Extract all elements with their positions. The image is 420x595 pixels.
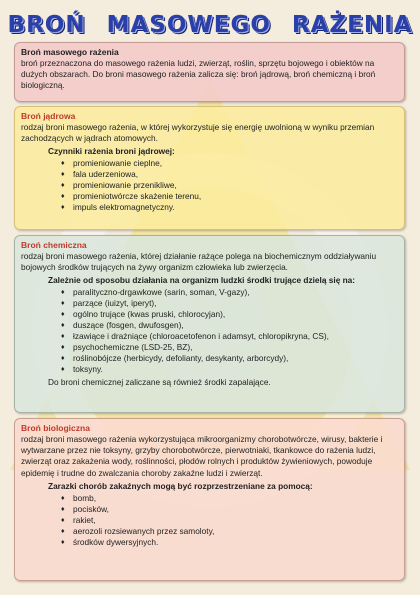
section-chemical xyxy=(14,235,405,413)
list-item: ♦ promieniowanie przenikliwe, xyxy=(61,180,398,191)
list-item: ♦ promieniowanie cieplne, xyxy=(61,158,398,169)
list-item: ♦ paralityczno-drgawkowe (sarin, soman, V-gazy), xyxy=(61,287,398,298)
list-item: ♦ aerozoli rozsiewanych przez samoloty, xyxy=(61,526,398,537)
section-description: broń przeznaczona do masowego rażenia ludzi, zwierząt, roślin, sprzętu bojowego i obiektów na dużych obszarach. Do broni masowego rażenia zalicza się: broń jądrową, broń chemiczną i broń biologiczną. xyxy=(21,58,376,91)
section-note: Do broni chemicznej zaliczane są również środki zapalające. xyxy=(48,377,271,388)
list-item: ♦ duszące (fosgen, dwufosgen), xyxy=(61,320,398,331)
list-item: ♦ toksyny. xyxy=(61,364,398,375)
section-biological xyxy=(14,418,405,581)
chemical-agents-list xyxy=(21,287,398,375)
list-item: ♦ środków dywersyjnych. xyxy=(61,537,398,548)
section-title: Broń jądrowa xyxy=(21,111,76,121)
list-item: ♦ fala uderzeniowa, xyxy=(61,169,398,180)
list-item: ♦ łzawiące i drażniące (chloroacetofenon i adamsyt, chloropikryna, CS), xyxy=(61,331,398,342)
list-item: ♦ bomb, xyxy=(61,493,398,504)
section-description: rodzaj broni masowego rażenia, której działanie rażące polega na biochemicznym oddziaływaniu bojowych środków trujących na żywy organizm człowieka lub zwierzęcia. xyxy=(21,251,377,273)
list-item: ♦ rakiet, xyxy=(61,515,398,526)
page-title: BROŃ MASOWEGO RAŻENIA xyxy=(7,12,413,38)
section-title: Broń chemiczna xyxy=(21,240,87,250)
list-item: ♦ promieniotwórcze skażenie terenu, xyxy=(61,191,398,202)
nuclear-factors-list xyxy=(21,158,398,213)
section-title: Broń masowego rażenia xyxy=(21,47,119,57)
section-nuclear xyxy=(14,106,405,230)
section-wmd xyxy=(14,42,405,102)
list-item: ♦ parzące (iuizyt, iperyt), xyxy=(61,298,398,309)
list-item: ♦ pocisków, xyxy=(61,504,398,515)
section-subheading: Zależnie od sposobu działania na organizm ludzki środki trujące dzielą się na: xyxy=(48,275,356,286)
section-title: Broń biologiczna xyxy=(21,423,90,433)
section-subheading: Zarazki chorób zakaźnych mogą być rozprzestrzeniane za pomocą: xyxy=(48,480,313,491)
biological-delivery-list xyxy=(21,493,398,548)
section-description: rodzaj broni masowego rażenia wykorzystująca mikroorganizmy chorobotwórcze, wirusy, bakterie i wytwarzane przez nie toksyny, grzyby chorobotwórcze, pierwotniaki, tkankowce do rażenia ludzi, zwierząt oraz zakażenia wody, roślinności, płodów rolnych i produktów żywieniowych, powoduje epidemię i trudne do zwalczania choroby zakaźne ludzi i zwierząt. xyxy=(21,434,383,478)
list-item: ♦ ogólno trujące (kwas pruski, chlorocyjan), xyxy=(61,309,398,320)
section-description: rodzaj broni masowego rażenia, w której wykorzystuje się energię uwolnioną w wyniku przemian zachodzących w jądrach atomowych. xyxy=(21,122,375,144)
section-subheading: Czynniki rażenia broni jądrowej: xyxy=(48,146,175,157)
list-item: ♦ roślinobójcze (herbicydy, defolianty, desykanty, arborcydy), xyxy=(61,353,398,364)
list-item: ♦ psychochemiczne (LSD-25, BZ), xyxy=(61,342,398,353)
list-item: ♦ impuls elektromagnetyczny. xyxy=(61,202,398,213)
